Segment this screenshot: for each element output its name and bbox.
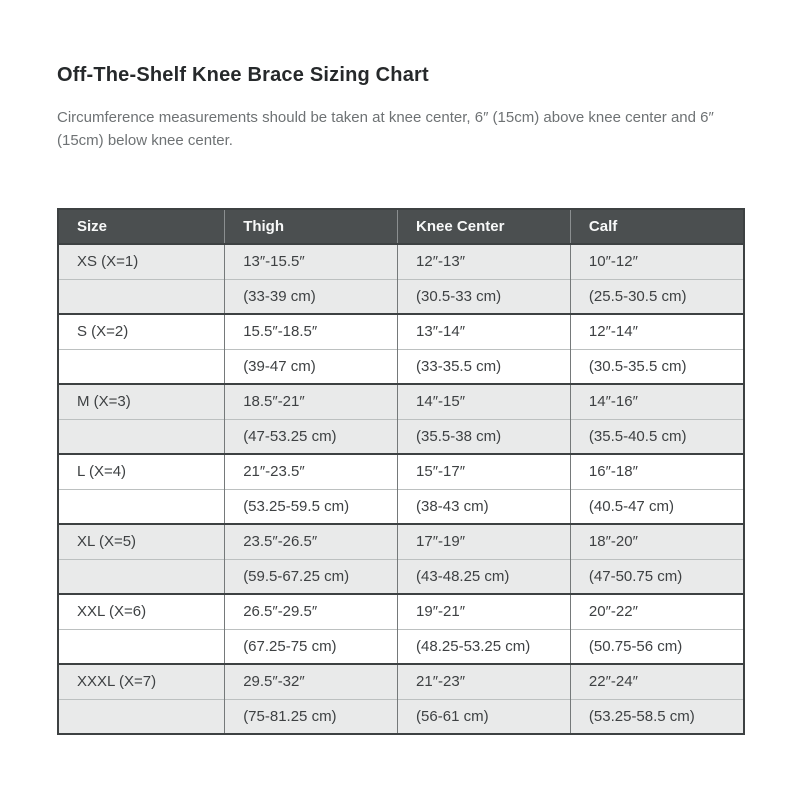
size-cell-empty [58,419,225,454]
page-title: Off-The-Shelf Knee Brace Sizing Chart [57,64,429,86]
calf-inches-cell: 16″-18″ [570,454,744,489]
calf-cm-cell: (30.5-35.5 cm) [570,349,744,384]
thigh-cm-cell: (47-53.25 cm) [225,419,398,454]
header-size: Size [58,209,225,244]
table-row [58,349,744,384]
table-body [58,244,744,734]
table-header [58,209,744,244]
table-row [58,524,744,559]
calf-inches-cell: 18″-20″ [570,524,744,559]
size-cell: S (X=2) [58,314,225,349]
size-cell: M (X=3) [58,384,225,419]
calf-cm-cell: (47-50.75 cm) [570,559,744,594]
table-row [58,454,744,489]
calf-inches-cell: 20″-22″ [570,594,744,629]
size-cell: XL (X=5) [58,524,225,559]
knee-cm-cell: (35.5-38 cm) [398,419,571,454]
calf-cm-cell: (50.75-56 cm) [570,629,744,664]
knee-inches-cell: 21″-23″ [398,664,571,699]
thigh-cm-cell: (39-47 cm) [225,349,398,384]
table-row [58,384,744,419]
thigh-cm-cell: (53.25-59.5 cm) [225,489,398,524]
header-calf: Calf [570,209,744,244]
thigh-inches-cell: 18.5″-21″ [225,384,398,419]
size-cell: XS (X=1) [58,244,225,279]
calf-inches-cell: 22″-24″ [570,664,744,699]
knee-inches-cell: 13″-14″ [398,314,571,349]
knee-cm-cell: (56-61 cm) [398,699,571,734]
size-cell-empty [58,699,225,734]
table-row [58,594,744,629]
thigh-cm-cell: (59.5-67.25 cm) [225,559,398,594]
knee-inches-cell: 12″-13″ [398,244,571,279]
thigh-cm-cell: (67.25-75 cm) [225,629,398,664]
knee-inches-cell: 17″-19″ [398,524,571,559]
size-cell-empty [58,279,225,314]
table-row [58,489,744,524]
table-row [58,559,744,594]
knee-cm-cell: (43-48.25 cm) [398,559,571,594]
size-cell-empty [58,489,225,524]
page-subtitle: Circumference measurements should be taken at knee center, 6″ (15cm) above knee center and 6″ (15cm) below knee center. [57,109,714,149]
thigh-inches-cell: 23.5″-26.5″ [225,524,398,559]
calf-cm-cell: (35.5-40.5 cm) [570,419,744,454]
calf-cm-cell: (40.5-47 cm) [570,489,744,524]
knee-cm-cell: (48.25-53.25 cm) [398,629,571,664]
size-cell-empty [58,629,225,664]
calf-inches-cell: 12″-14″ [570,314,744,349]
table-header-row [58,209,744,244]
thigh-cm-cell: (75-81.25 cm) [225,699,398,734]
table-row [58,629,744,664]
knee-cm-cell: (30.5-33 cm) [398,279,571,314]
calf-cm-cell: (25.5-30.5 cm) [570,279,744,314]
size-cell-empty [58,349,225,384]
size-cell: XXL (X=6) [58,594,225,629]
header-thigh: Thigh [225,209,398,244]
thigh-inches-cell: 15.5″-18.5″ [225,314,398,349]
table-row [58,314,744,349]
thigh-inches-cell: 29.5″-32″ [225,664,398,699]
table-row [58,699,744,734]
table-row [58,419,744,454]
thigh-cm-cell: (33-39 cm) [225,279,398,314]
header-knee-center: Knee Center [398,209,571,244]
knee-cm-cell: (38-43 cm) [398,489,571,524]
calf-inches-cell: 10″-12″ [570,244,744,279]
knee-cm-cell: (33-35.5 cm) [398,349,571,384]
thigh-inches-cell: 26.5″-29.5″ [225,594,398,629]
thigh-inches-cell: 13″-15.5″ [225,244,398,279]
size-cell: XXXL (X=7) [58,664,225,699]
table-row [58,664,744,699]
table-row [58,244,744,279]
calf-inches-cell: 14″-16″ [570,384,744,419]
size-cell: L (X=4) [58,454,225,489]
knee-inches-cell: 15″-17″ [398,454,571,489]
knee-inches-cell: 19″-21″ [398,594,571,629]
sizing-table [57,208,745,735]
calf-cm-cell: (53.25-58.5 cm) [570,699,744,734]
thigh-inches-cell: 21″-23.5″ [225,454,398,489]
knee-inches-cell: 14″-15″ [398,384,571,419]
size-cell-empty [58,559,225,594]
table-row [58,279,744,314]
